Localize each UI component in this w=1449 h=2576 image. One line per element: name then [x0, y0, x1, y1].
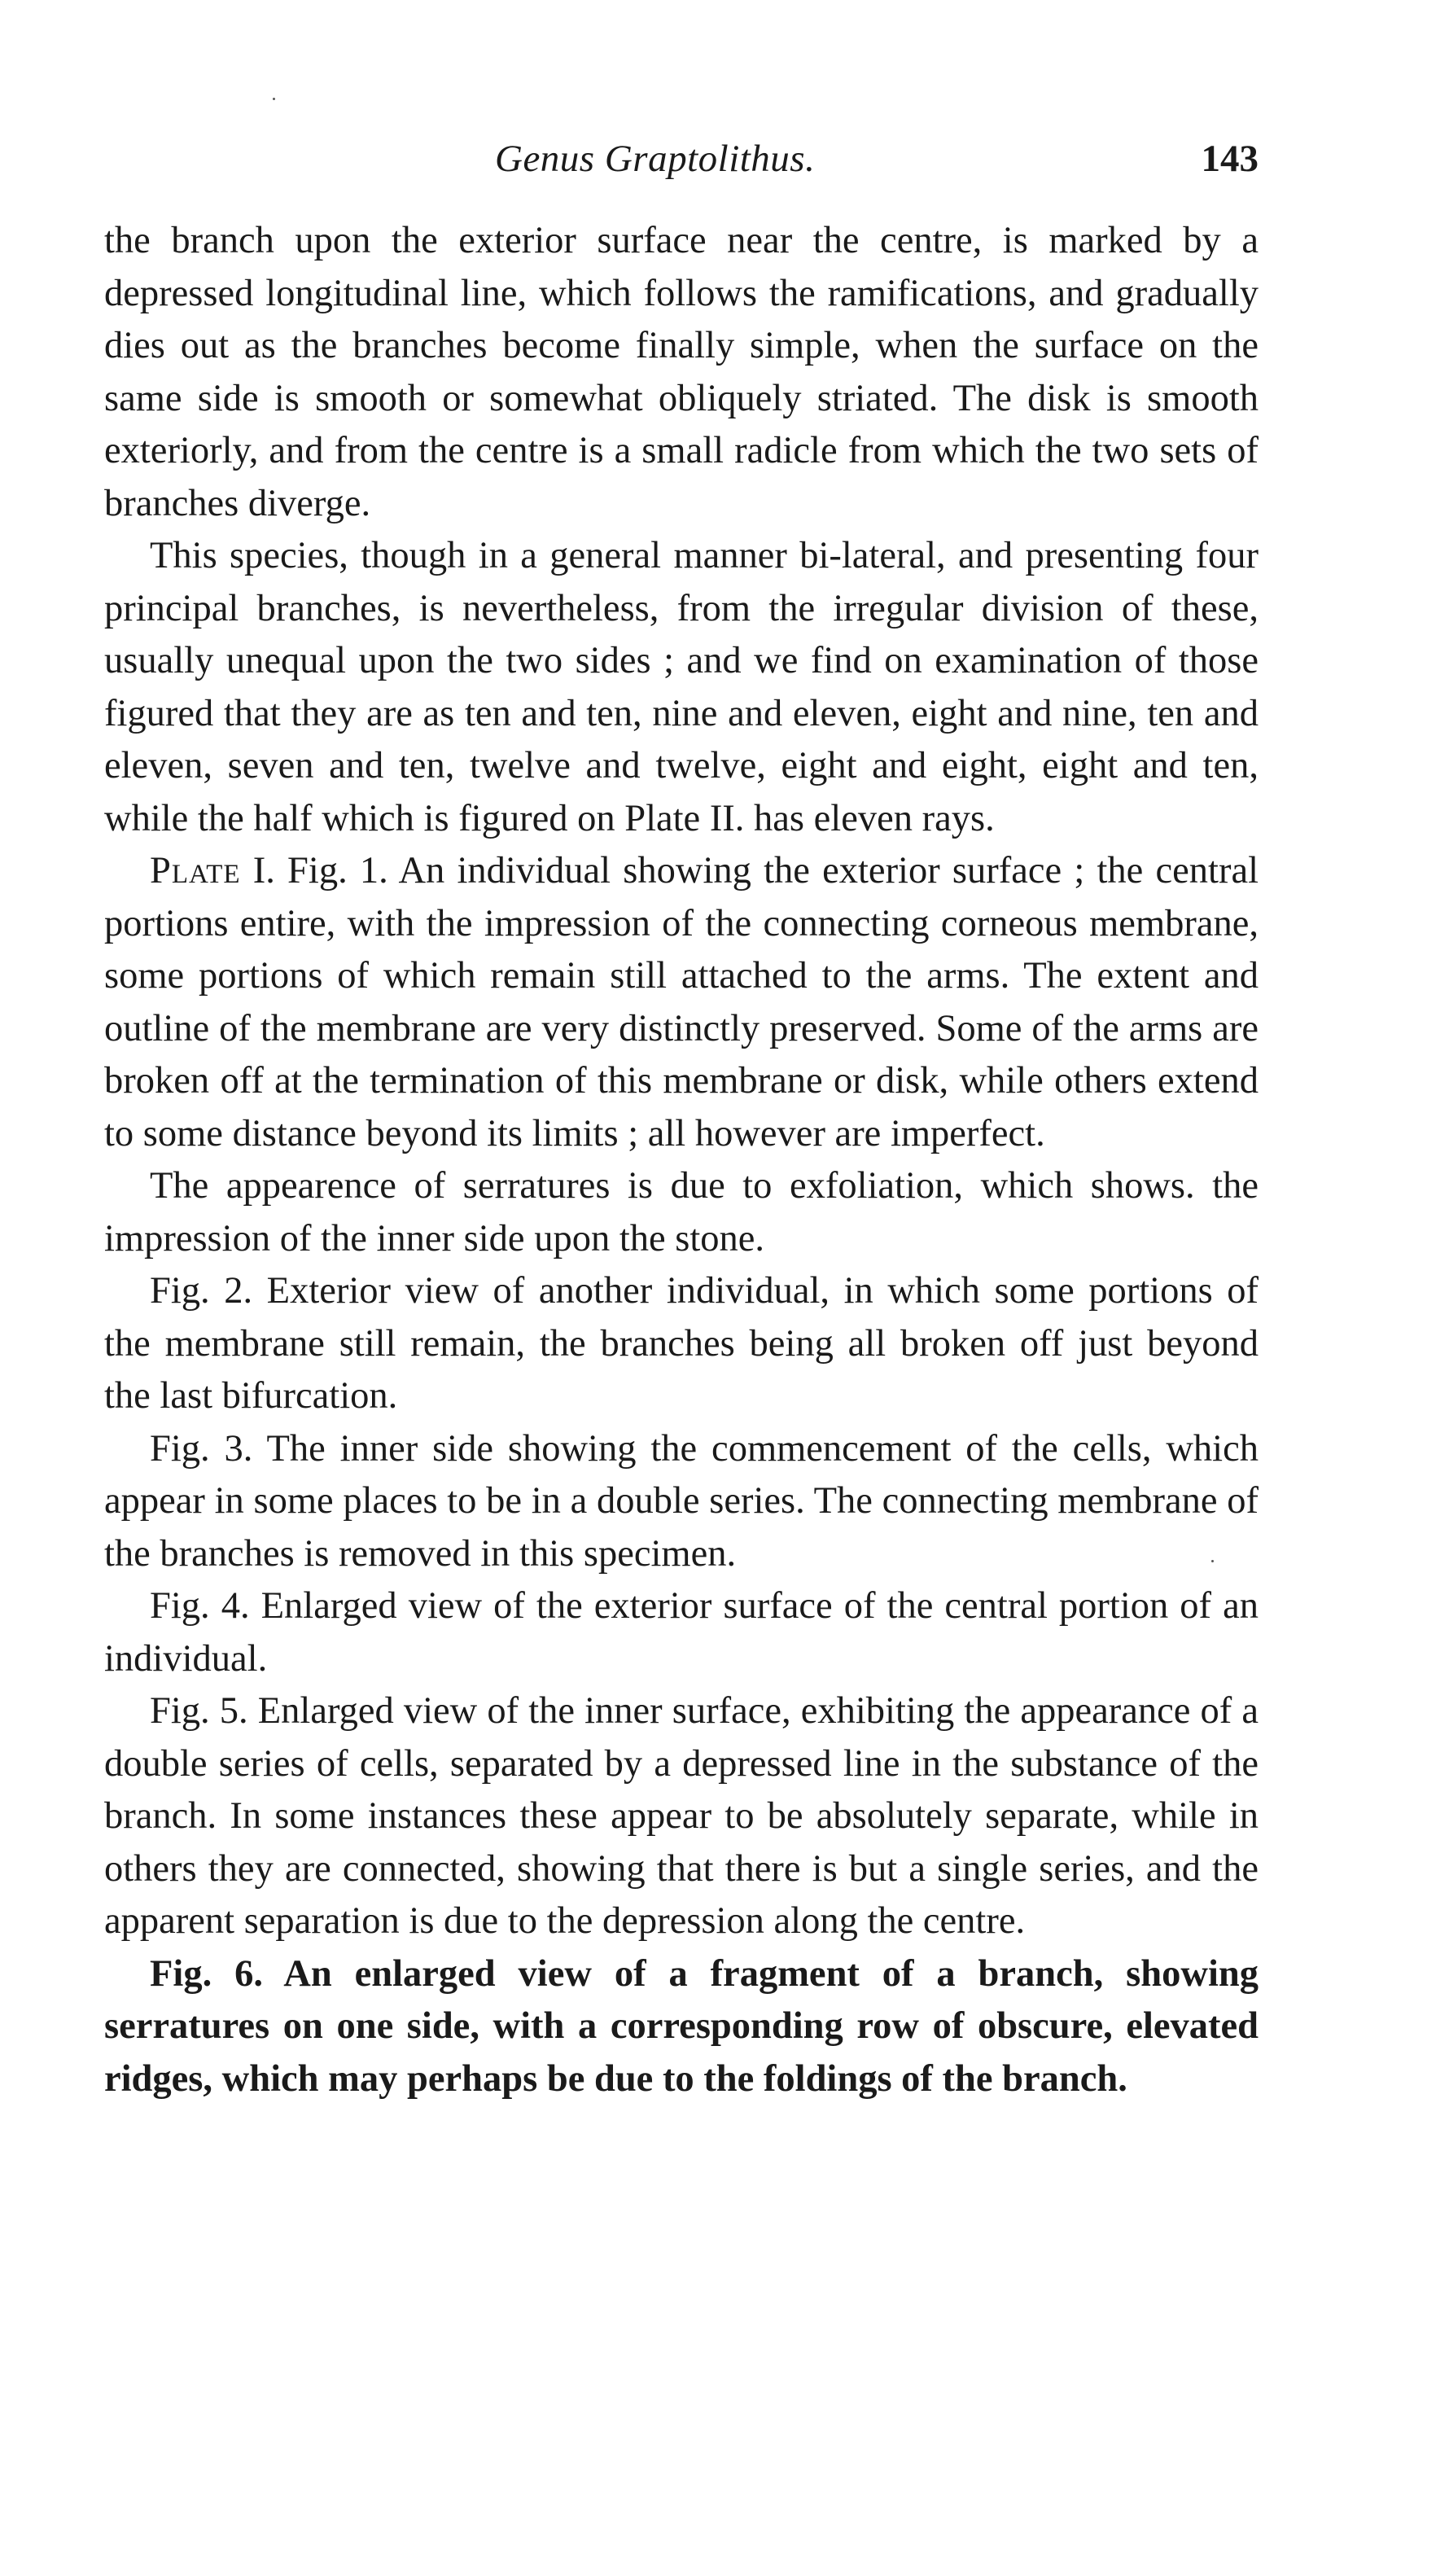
paragraph-fig-6: Fig. 6. An enlarged view of a fragment of a branch, showing serratures on one side, with a corresponding row of obscure, elevated ridges, which may perhaps be due to the foldings of the branch.: [104, 1952, 1259, 2100]
paragraph-continuation: the branch upon the exterior surface near the centre, is marked by a depressed longitudinal line, which follows the ramifications, and gradually dies out as the branches become finally simple, when the surface on the same side is smooth or somewhat obliquely striated. The disk is smooth exteriorly, and from the centre is a small radicle from which the two sets of branches diverge.: [104, 220, 1259, 524]
paragraph-fig-2: Fig. 2. Exterior view of another individual, in which some portions of the membrane still remain, the branches being all broken off just beyond the last bifurcation.: [104, 1270, 1259, 1417]
paragraph-fig-3: Fig. 3. The inner side showing the commencement of the cells, which appear in some places to be in a double series. The connecting membrane of the branches is removed in this specimen.: [104, 1427, 1259, 1575]
plate-reference: I. Fig. 1.: [252, 850, 388, 892]
page-number: 143: [1201, 138, 1259, 180]
running-title: Genus Graptolithus.: [495, 138, 816, 180]
paragraph-species-description: This species, though in a general manner bi-lateral, and presenting four principal branches, is nevertheless, from the irregular division of these, usually unequal upon the two sides ; and we find on examination of those figured that they are as ten and ten, nine and eleven, eight and nine, ten and eleven, seven and ten, twelve and twelve, eight and eight, eight and ten, while the half which is figured on Plate II. has eleven rays.: [104, 535, 1259, 839]
paragraph-plate-fig-1: [104, 845, 1259, 1160]
paragraph-fig-5: Fig. 5. Enlarged view of the inner surface, exhibiting the appearance of a double series of cells, separated by a depressed line in the substance of the branch. In some instances these appear to be absolutely separate, while in others they are connected, showing that there is but a single series, and the apparent separation is due to the depression along the centre.: [104, 1690, 1259, 1942]
paragraph-fig-4: Fig. 4. Enlarged view of the exterior surface of the central portion of an individual.: [104, 1585, 1259, 1680]
body-text: [104, 215, 1259, 2105]
running-head: [104, 137, 1259, 194]
paper-speck: [273, 98, 275, 100]
paragraph-serratures: The appearence of serratures is due to exfoliation, which shows. the impression of the inner side upon the stone.: [104, 1165, 1259, 1260]
plate-fig-1-text: An individual showing the exterior surface ; the central portions entire, with the impression of the connecting corneous membrane, some portions of which remain still attached to the arms. The extent and outline of the membrane are very distinctly preserved. Some of the arms are broken off at the termination of this membrane or disk, while others extend to some distance beyond its limits ; all however are imperfect.: [104, 850, 1259, 1154]
plate-label: Plate: [150, 850, 241, 892]
